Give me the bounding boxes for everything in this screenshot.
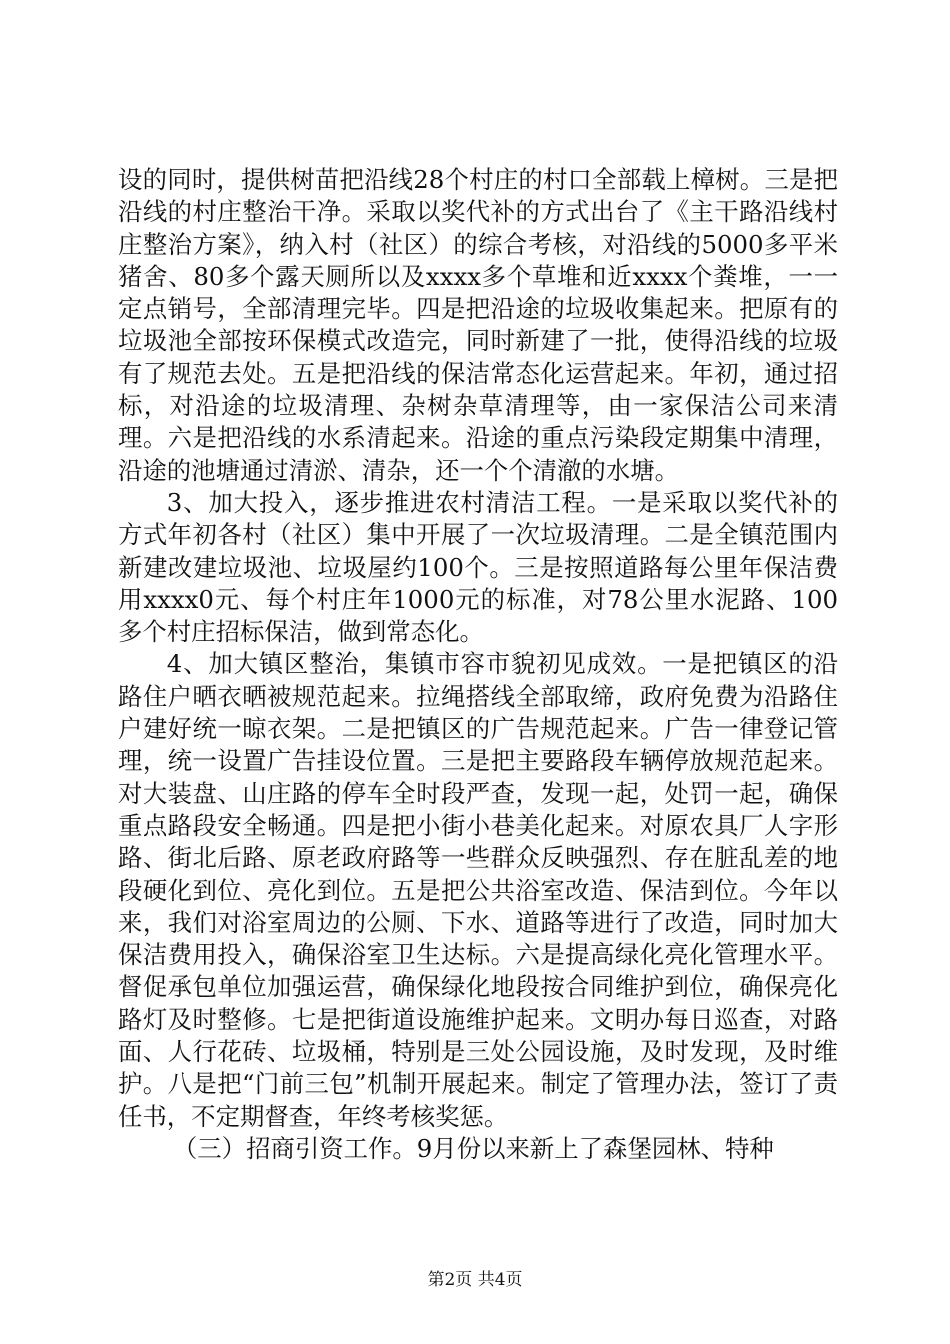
paragraph-rural-cleaning: 3、加大投入，逐步推进农村清洁工程。一是采取以奖代补的方式年初各村（社区）集中开展了一次垃圾清理。二是全镇范围内新建改建垃圾池、垃圾屋约100个。三是按照道路每公里年保洁费用xxxx0元、每个村庄年1000元的标准，对78公里水泥路、100多个村庄招标保洁，做到常态化。	[118, 487, 838, 647]
page-number-footer: 第2页 共4页	[427, 1270, 523, 1290]
paragraph-investment-heading: （三）招商引资工作。9月份以来新上了森堡园林、特种	[172, 1133, 774, 1163]
document-body	[118, 164, 838, 1165]
paragraph-town-rectification: 4、加大镇区整治，集镇市容市貌初见成效。一是把镇区的沿路住户晒衣晒被规范起来。拉绳搭线全部取缔，政府免费为沿路住户建好统一晾衣架。二是把镇区的广告规范起来。广告一律登记管理，统一设置广告挂设位置。三是把主要路段车辆停放规范起来。对大装盘、山庄路的停车全时段严查，发现一起，处罚一起，确保重点路段安全畅通。四是把小街小巷美化起来。对原农具厂人字形路、街北后路、原老政府路等一些群众反映强烈、存在脏乱差的地段硬化到位、亮化到位。五是把公共浴室改造、保洁到位。今年以来，我们对浴室周边的公厕、下水、道路等进行了改造，同时加大保洁费用投入，确保浴室卫生达标。六是提高绿化亮化管理水平。督促承包单位加强运营，确保绿化地段按合同维护到位，确保亮化路灯及时整修。七是把街道设施维护起来。文明办每日巡查，对路面、人行花砖、垃圾桶，特别是三处公园设施，及时发现，及时维护。八是把“门前三包”机制开展起来。制定了管理办法，签订了责任书，不定期督查，年终考核奖惩。	[118, 649, 838, 1131]
paragraph-continuation: 设的同时，提供树苗把沿线28个村庄的村口全部载上樟树。三是把沿线的村庄整治干净。采取以奖代补的方式出台了《主干路沿线村庄整治方案》，纳入村（社区）的综合考核，对沿线的5000多平米猪舍、80多个露天厕所以及xxxx多个草堆和近xxxx个粪堆，一一定点销号，全部清理完毕。四是把沿途的垃圾收集起来。把原有的垃圾池全部按环保模式改造完，同时新建了一批，使得沿线的垃圾有了规范去处。五是把沿线的保洁常态化运营起来。年初，通过招标，对沿途的垃圾清理、杂树杂草清理等，由一家保洁公司来清理。六是把沿线的水系清起来。沿途的重点污染段定期集中清理，沿途的池塘通过清淤、清杂，还一个个清澈的水塘。	[118, 165, 838, 485]
